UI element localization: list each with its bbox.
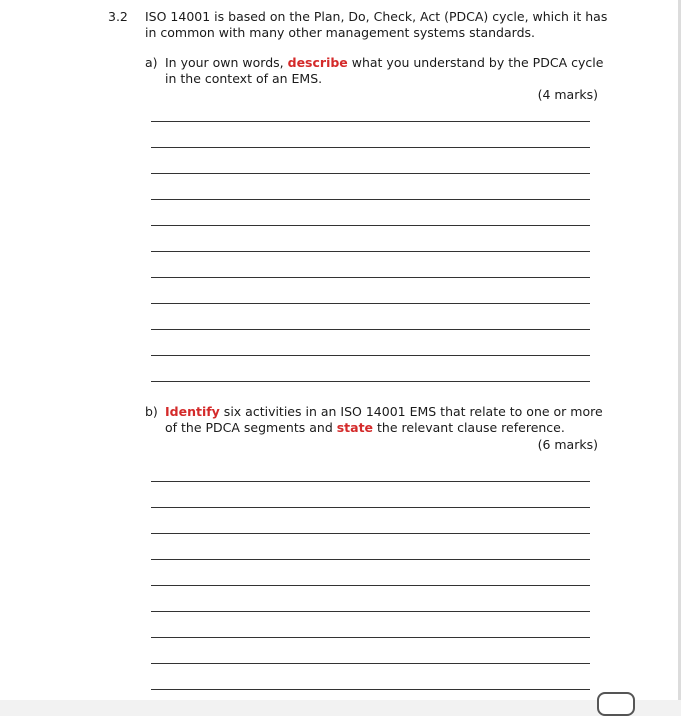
part-a-pre: In your own words, — [165, 55, 288, 70]
answer-line-b-7[interactable] — [151, 637, 590, 638]
scroll-control-icon[interactable] — [597, 692, 635, 716]
answer-line-b-8[interactable] — [151, 663, 590, 664]
answer-line-a-3[interactable] — [151, 173, 590, 174]
part-b-prompt — [145, 404, 615, 436]
answer-line-b-6[interactable] — [151, 611, 590, 612]
part-b-marks: (6 marks) — [537, 437, 598, 452]
part-b-mid: six activities in an ISO 14001 EMS that relate to one or more of the PDCA segments and — [165, 404, 603, 435]
part-a-prompt — [145, 55, 615, 87]
keyword-state: state — [336, 420, 374, 435]
answer-line-b-9[interactable] — [151, 689, 590, 690]
part-a-text — [165, 55, 615, 87]
part-a-post: what you understand by the PDCA cycle in the context of an EMS. — [165, 55, 604, 86]
answer-line-a-2[interactable] — [151, 147, 590, 148]
answer-line-a-5[interactable] — [151, 225, 590, 226]
part-b-post: the relevant clause reference. — [373, 420, 565, 435]
answer-line-b-4[interactable] — [151, 559, 590, 560]
answer-line-a-11[interactable] — [151, 381, 590, 382]
answer-line-a-8[interactable] — [151, 303, 590, 304]
answer-line-a-7[interactable] — [151, 277, 590, 278]
answer-line-b-1[interactable] — [151, 481, 590, 482]
keyword-identify: Identify — [165, 404, 220, 419]
answer-line-b-3[interactable] — [151, 533, 590, 534]
question-text: ISO 14001 is based on the Plan, Do, Check, Act (PDCA) cycle, which it has in common with many other management systems standards. — [145, 9, 608, 40]
answer-line-a-6[interactable] — [151, 251, 590, 252]
answer-line-b-5[interactable] — [151, 585, 590, 586]
answer-line-a-4[interactable] — [151, 199, 590, 200]
answer-line-a-10[interactable] — [151, 355, 590, 356]
answer-line-b-2[interactable] — [151, 507, 590, 508]
answer-line-a-9[interactable] — [151, 329, 590, 330]
part-b-text — [165, 404, 615, 436]
answer-line-a-1[interactable] — [151, 121, 590, 122]
part-a-marks: (4 marks) — [537, 87, 598, 102]
question-number: 3.2 — [108, 9, 128, 24]
part-a-label: a) — [145, 55, 158, 70]
part-b-label: b) — [145, 404, 158, 419]
keyword-describe: describe — [287, 55, 348, 70]
